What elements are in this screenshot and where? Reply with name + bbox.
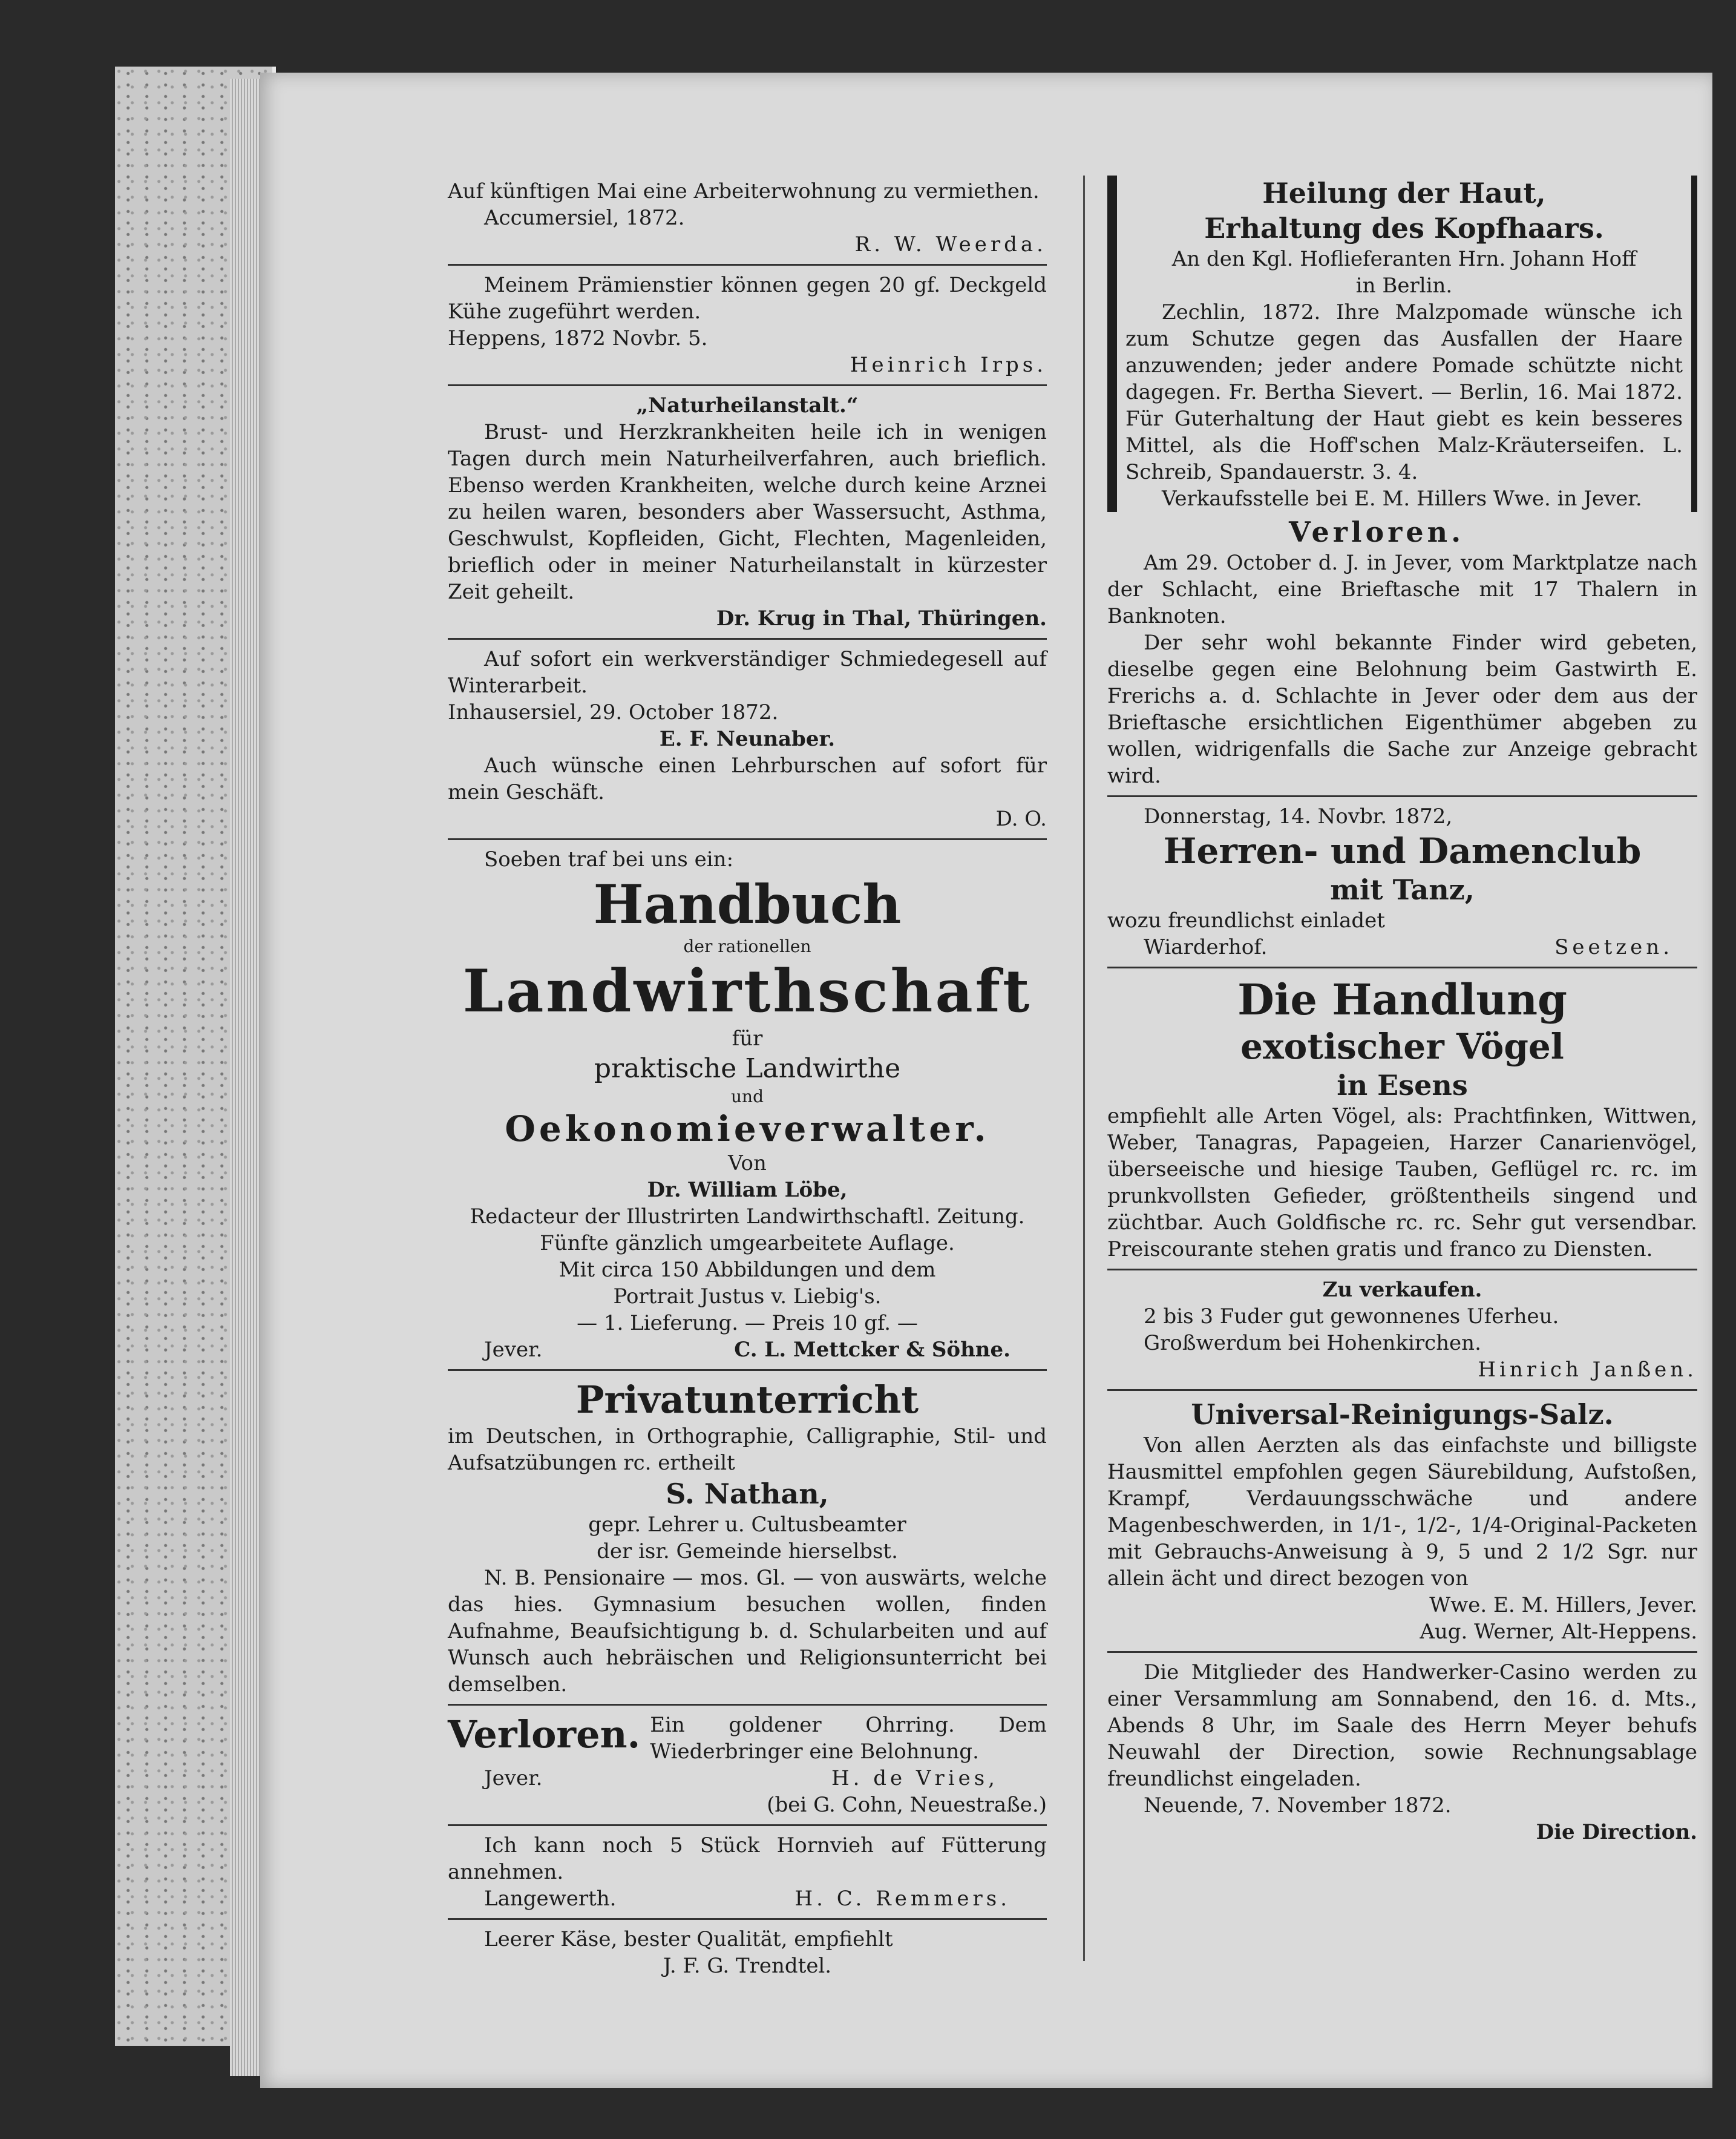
ad-reinigungs-salz — [1107, 1395, 1697, 1648]
ad-signer: J. F. G. Trendtel. — [663, 1954, 832, 1978]
divider — [1107, 795, 1697, 797]
ad-signer: E. F. Neunaber. — [659, 727, 836, 751]
ad-title-2: mit Tanz, — [1330, 873, 1475, 906]
divider — [1107, 1389, 1697, 1391]
ad-sub: praktische Landwirthe — [594, 1053, 901, 1084]
ad-damenclub — [1107, 801, 1697, 963]
ad-place: Heppens, 1872 Novbr. 5. — [448, 326, 708, 350]
ad-title: Privatunterricht — [575, 1378, 919, 1422]
ad-text: Leerer Käse, bester Qualität, empfiehlt — [484, 1927, 893, 1951]
ad-text: Zechlin, 1872. Ihre Malzpomade wünsche ich zum Schutze gegen das Ausfallen der Haare anzuwenden; jeder andere Pomade schützte nicht dagegen. Fr. Bertha Sievert. — Berlin, 16. Mai 1872. Für Guterhaltung der Haut giebt es kein besseres Mittel, als die Hoff'schen Malz-Kräuterseifen. L. Schreib, Spandauerstr. 3. 4. — [1125, 300, 1683, 484]
ad-text: Meinem Prämienstier können gegen 20 gf. Deckgeld Kühe zugeführt werden. — [448, 273, 1047, 324]
ad-handbuch — [448, 844, 1047, 1365]
divider — [448, 838, 1047, 840]
ad-place: Accumersiel, 1872. — [484, 206, 685, 230]
divider — [1107, 967, 1697, 968]
ad-title: Universal-Reinigungs-Salz. — [1191, 1398, 1614, 1431]
ad-title: Heilung der Haut, — [1262, 177, 1546, 209]
ad-signer-2: D. O. — [995, 807, 1047, 831]
divider — [448, 1918, 1047, 1920]
ad-title: „Naturheilanstalt.“ — [636, 393, 859, 418]
ad-text: Auf sofort ein werkverständiger Schmiedegesell auf Winterarbeit. — [448, 647, 1047, 698]
ad-title-oekonomie: Oekonomieverwalter. — [505, 1108, 990, 1149]
ad-title-3: in Esens — [1337, 1069, 1468, 1102]
ad-title: Verloren. — [1289, 516, 1465, 548]
divider — [448, 638, 1047, 640]
ad-recipient-2: in Berlin. — [1355, 274, 1453, 298]
ad-text-2: Auch wünsche einen Lehrburschen auf sofort für mein Geschäft. — [448, 754, 1047, 804]
ad-note: N. B. Pensionaire — mos. Gl. — von auswärts, welche das hies. Gymnasium besuchen wollen, finden Aufnahme, Beaufsichtigung b. d. Schularbeiten und auf Wunsch auch hebräischen und Religionsunterricht bei demselben. — [448, 1566, 1047, 1697]
ad-date: Donnerstag, 14. Novbr. 1872, — [1144, 804, 1453, 829]
ad-place: Neuende, 7. November 1872. — [1144, 1793, 1452, 1818]
ad-title-landwirthschaft: Landwirthschaft — [462, 957, 1032, 1025]
ad-text-2: Der sehr wohl bekannte Finder wird gebeten, dieselbe gegen eine Belohnung beim Gastwirth E. Frerichs a. d. Schlachte in Jever oder dem aus der Brieftasche ersichtlichen Eigenthümer abgeben zu wollen, widrigenfalls die Sache zur Anzeige gebracht wird. — [1107, 631, 1697, 788]
ad-von: Von — [728, 1151, 767, 1175]
ad-text: Brust- und Herzkrankheiten heile ich in wenigen Tagen durch mein Naturheilverfahren, auch brieflich. Ebenso werden Krankheiten, welche durch keine Arznei zu heilen waren, besonders aber Wassersucht, Asthma, Geschwulst, Kopfleiden, Gicht, Flechten, Magenleiden, brieflich oder in meiner Naturheilanstalt in kürzester Zeit geheilt. — [448, 420, 1047, 604]
ad-text: im Deutschen, in Orthographie, Calligraphie, Stil- und Aufsatzübungen rc. ertheilt — [448, 1424, 1047, 1475]
ad-title: Zu verkaufen. — [1322, 1278, 1482, 1302]
ad-title-2: Erhaltung des Kopfhaars. — [1204, 212, 1604, 245]
ad-schmiedegesell — [448, 643, 1047, 835]
column-separator — [1083, 176, 1085, 1961]
left-column — [448, 176, 1047, 1982]
ad-name: S. Nathan, — [666, 1477, 829, 1510]
ad-recipient: An den Kgl. Hoflieferanten Hrn. Johann Hoff — [1171, 247, 1637, 271]
ad-text: Von allen Aerzten als das einfachste und billigste Hausmittel empfohlen gegen Säurebildung, Aufstoßen, Krampf, Verdauungsschwäche und andere Magenbeschwerden, in 1/1-, 1/2-, 1/4-Original-Packeten mit Gebrauchs-Anweisung à 9, 5 und 2 1/2 Sgr. nur allein ächt und direct bezogen von — [1107, 1433, 1697, 1591]
ad-kaese — [448, 1924, 1047, 1982]
ad-naturheilanstalt — [448, 390, 1047, 634]
ad-portrait: Portrait Justus v. Liebig's. — [613, 1284, 882, 1309]
ad-handwerker-casino — [1107, 1657, 1697, 1848]
ad-signer-2: (bei G. Cohn, Neuestraße.) — [767, 1793, 1047, 1817]
ad-heilung-der-haut — [1107, 176, 1697, 512]
ad-text: Auf künftigen Mai eine Arbeiterwohnung zu vermiethen. — [448, 179, 1040, 203]
ad-verloren-ohrring — [448, 1709, 1047, 1821]
ad-exotische-voegel — [1107, 972, 1697, 1265]
ad-place: Langewerth. — [484, 1887, 617, 1911]
ad-signer: H. de Vries, — [831, 1766, 998, 1790]
ad-title: Herren- und Damenclub — [1163, 830, 1642, 872]
ad-text: Ein goldener Ohrring. Dem Wiederbringer eine Belohnung. — [650, 1713, 1047, 1764]
ad-sub: für — [732, 1027, 763, 1051]
ad-intro: Soeben traf bei uns ein: — [484, 847, 734, 872]
ad-signer: Dr. Krug in Thal, Thüringen. — [716, 606, 1047, 631]
ad-privatunterricht — [448, 1375, 1047, 1700]
ad-text: Am 29. October d. J. in Jever, vom Marktplatze nach der Schlacht, eine Brieftasche mit 17 Thalern in Banknoten. — [1107, 551, 1697, 628]
ad-publisher: C. L. Mettcker & Söhne. — [734, 1338, 1010, 1362]
divider — [448, 1824, 1047, 1826]
ad-text: 2 bis 3 Fuder gut gewonnenes Uferheu. — [1144, 1304, 1559, 1329]
ad-signer: H. C. Remmers. — [794, 1887, 1010, 1911]
ad-sub: und — [731, 1086, 764, 1106]
ad-text: Die Mitglieder des Handwerker-Casino werden zu einer Versammlung am Sonnabend, den 16. d. Mts., Abends 8 Uhr, im Saale des Herrn Meyer behufs Neuwahl der Direction, sowie Rechnungsablage freundlichst eingeladen. — [1107, 1660, 1697, 1791]
ad-sale: Verkaufsstelle bei E. M. Hillers Wwe. in Jever. — [1162, 487, 1642, 511]
ad-title: Die Handlung — [1237, 974, 1567, 1025]
ad-title-handbuch: Handbuch — [593, 873, 902, 936]
ad-signer-2: Aug. Werner, Alt-Heppens. — [1420, 1620, 1697, 1644]
ad-praemienstier — [448, 269, 1047, 381]
ad-signer: R. W. Weerda. — [854, 232, 1047, 257]
ad-role: gepr. Lehrer u. Cultusbeamter — [588, 1513, 906, 1537]
ad-text: empfiehlt alle Arten Vögel, als: Prachtfinken, Wittwen, Weber, Tanagras, Papageien, Harzer Canarienvögel, überseeische und hiesige Tauben, Geflügel rc. rc. im prunkvollsten Gefieder, größtentheils singend und züchtbar. Auch Goldfische rc. rc. Sehr gut versendbar. Preiscourante stehen gratis und franco zu Diensten. — [1107, 1104, 1697, 1261]
ad-signer: Heinrich Irps. — [850, 353, 1047, 377]
ad-edition: Fünfte gänzlich umgearbeitete Auflage. — [540, 1231, 955, 1255]
divider — [448, 384, 1047, 386]
ad-place: Jever. — [484, 1338, 543, 1362]
ad-illus: Mit circa 150 Abbildungen und dem — [558, 1258, 936, 1282]
ad-zu-verkaufen — [1107, 1274, 1697, 1385]
ad-place: Jever. — [484, 1766, 543, 1790]
ad-hornvieh — [448, 1830, 1047, 1914]
ad-place: Großwerdum bei Hohenkirchen. — [1144, 1331, 1481, 1355]
ad-signer: Seetzen. — [1554, 935, 1673, 959]
divider — [1107, 1651, 1697, 1653]
ad-verloren-brieftasche — [1107, 512, 1697, 792]
ad-sub: der rationellen — [683, 936, 811, 956]
ad-price: — 1. Lieferung. — Preis 10 gf. — — [577, 1311, 918, 1335]
ad-title: Verloren. — [448, 1712, 641, 1756]
ad-arbeiterwohnung — [448, 176, 1047, 260]
ad-place: Inhausersiel, 29. October 1872. — [448, 700, 779, 724]
ad-signer: Die Direction. — [1536, 1820, 1697, 1844]
divider — [448, 1704, 1047, 1706]
divider — [448, 1369, 1047, 1371]
ad-author: Dr. William Löbe, — [647, 1178, 848, 1202]
ad-text: wozu freundlichst einladet — [1107, 908, 1385, 933]
ad-text: Ich kann noch 5 Stück Hornvieh auf Fütterung annehmen. — [448, 1833, 1047, 1884]
ad-signer: Hinrich Janßen. — [1478, 1358, 1697, 1382]
ad-place: Wiarderhof. — [1144, 935, 1268, 959]
ad-role: Redacteur der Illustrirten Landwirthschaftl. Zeitung. — [470, 1204, 1025, 1229]
divider — [1107, 1269, 1697, 1270]
ad-title-2: exotischer Vögel — [1240, 1026, 1564, 1067]
divider — [448, 264, 1047, 266]
ad-signer: Wwe. E. M. Hillers, Jever. — [1429, 1593, 1697, 1617]
right-column — [1107, 176, 1697, 1848]
ad-role: der isr. Gemeinde hierselbst. — [597, 1539, 898, 1563]
